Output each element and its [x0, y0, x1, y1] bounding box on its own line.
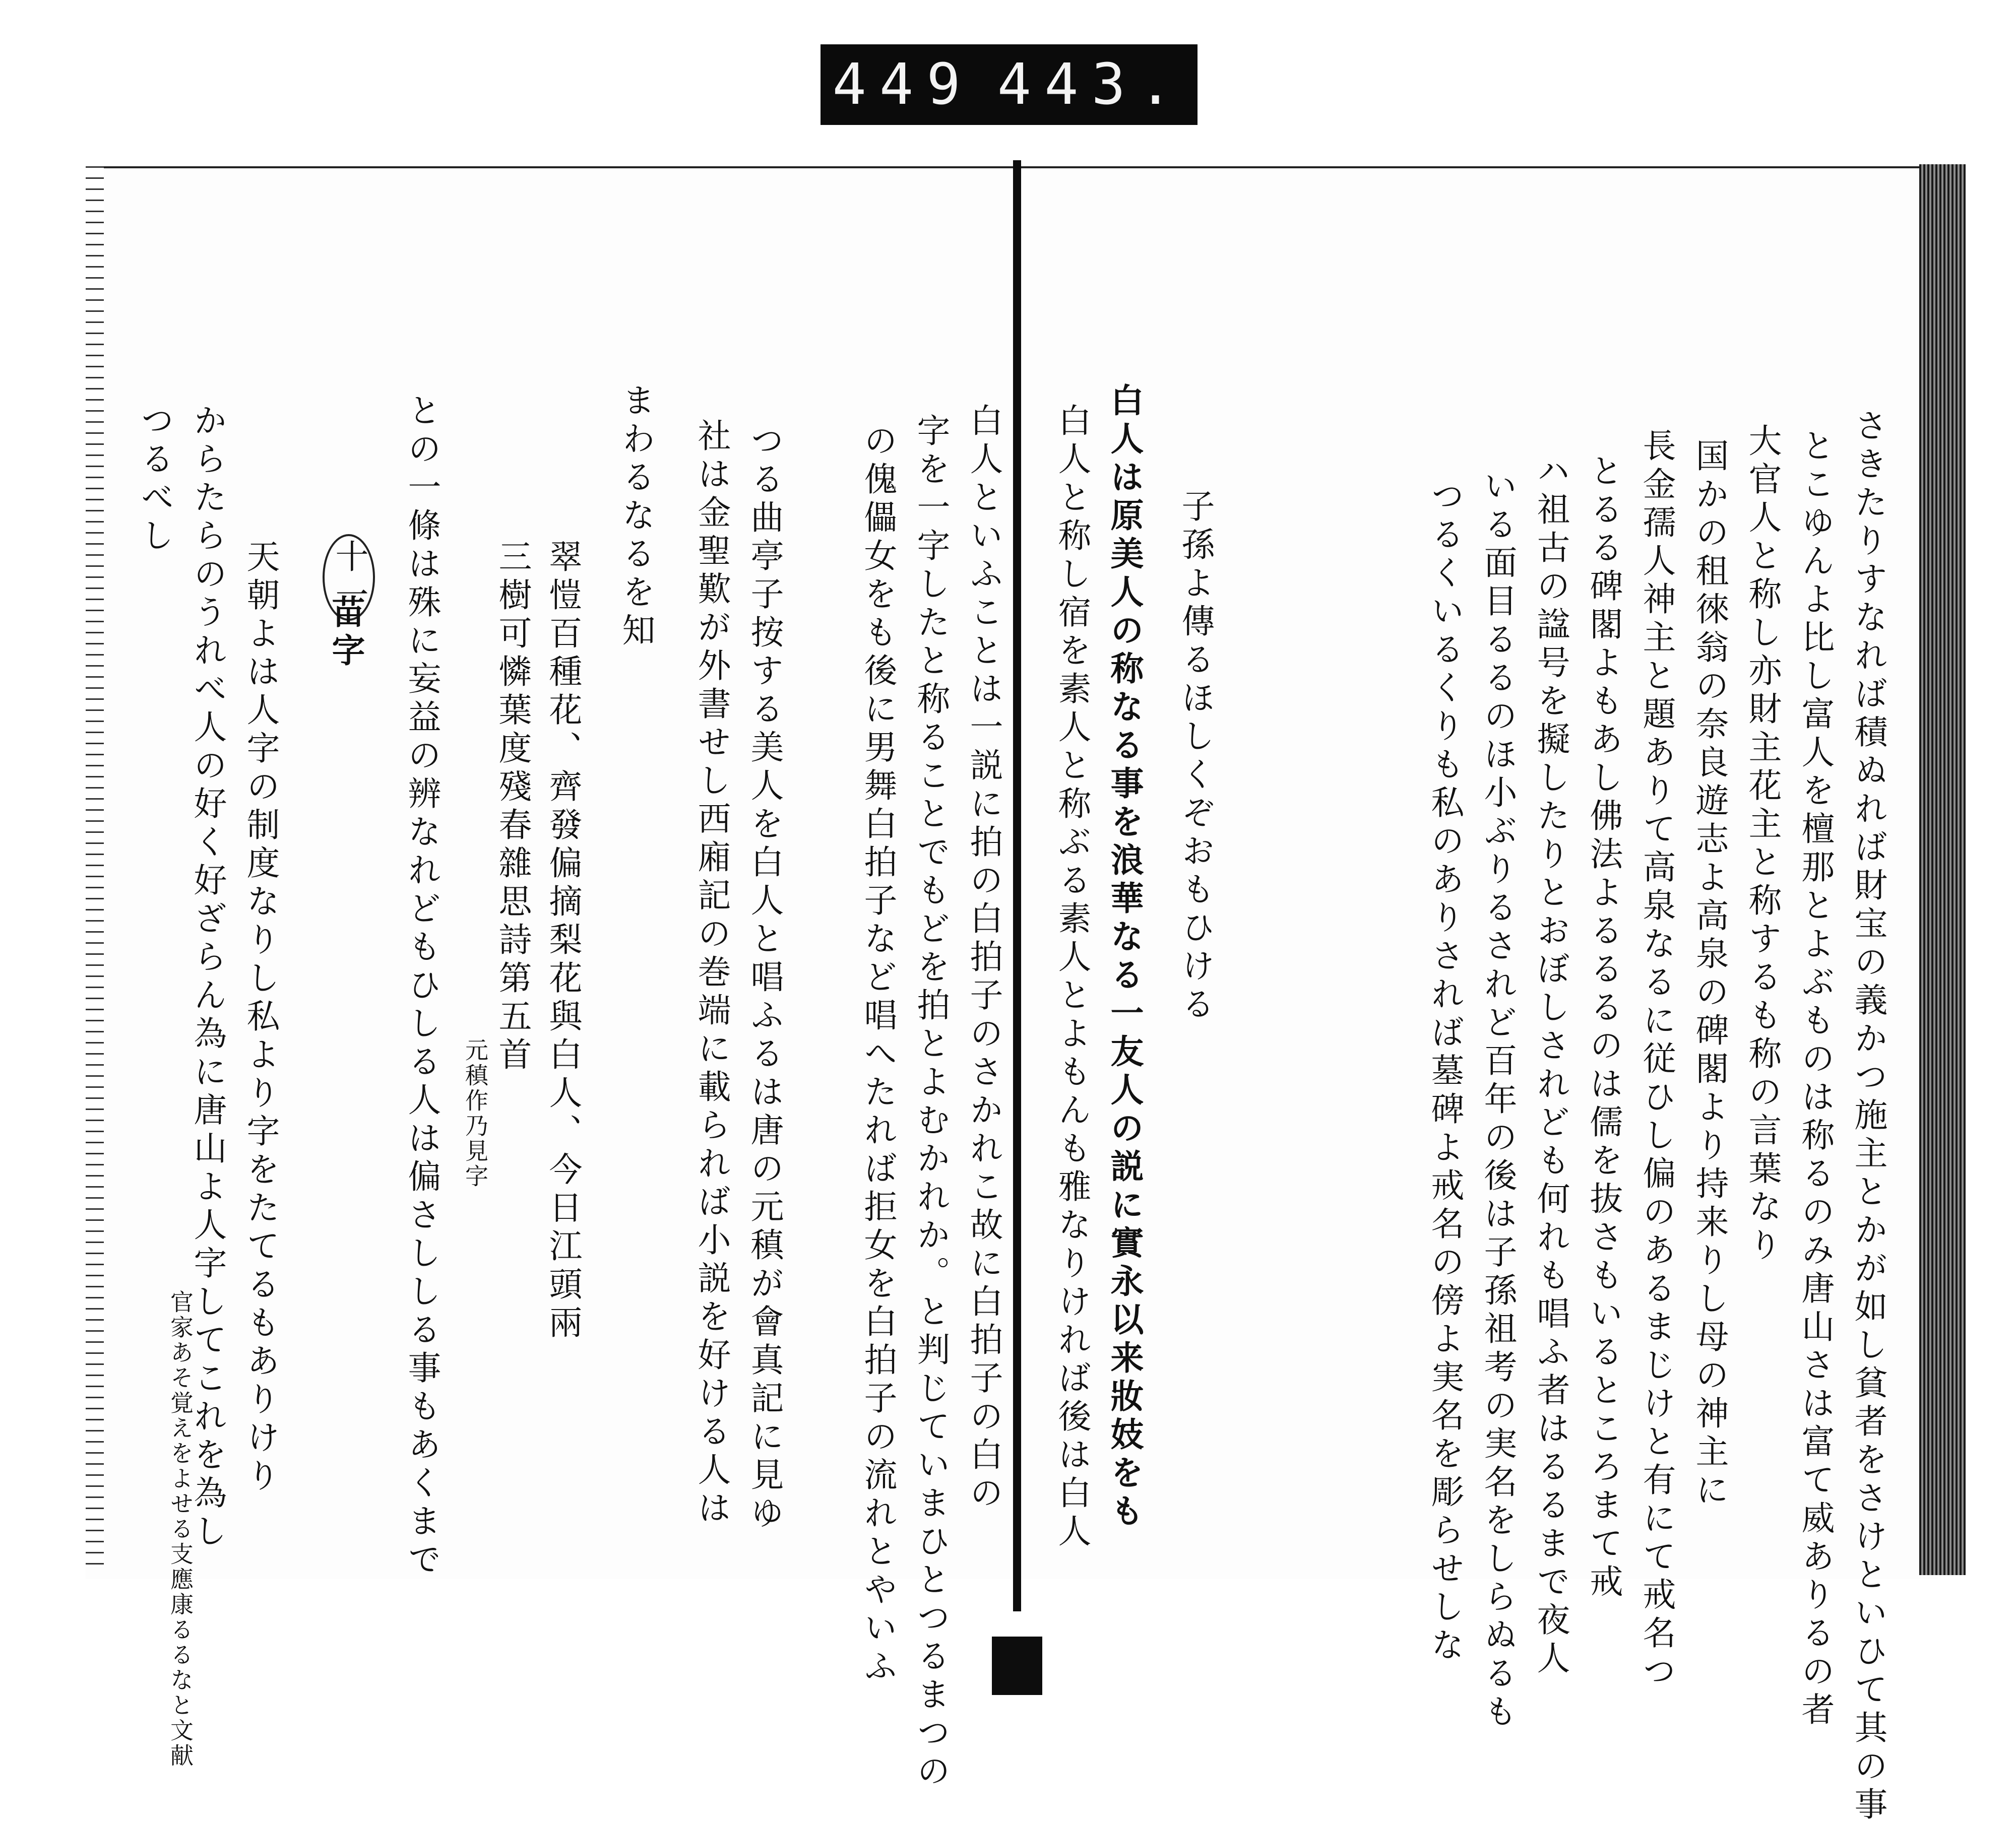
section-title: 苗字 [326, 595, 365, 671]
poem-note: 元稹作乃見字 [462, 1038, 489, 1189]
right-col-10: 子孫よ傳るほしくぞおもひける [1176, 489, 1215, 1025]
right-col-8: いる面目るるのほ小ぶりるされど百年の後は子孫祖考の実名をしらぬるも [1478, 469, 1517, 1732]
right-col-4: 国かの租徠翁の奈良遊志よ高泉の碑閣より持来りし母の神主に [1690, 438, 1729, 1511]
left-col-6: まわるなるを知 [616, 383, 655, 651]
right-section-col-1: 白人は原美人の称なる事を浪華なる一友人の説に實永以来妝妓をも [1105, 383, 1144, 1532]
spine-foot [992, 1637, 1042, 1695]
right-page-edge [1919, 164, 1966, 1575]
right-col-5: 長金孺人神主と題ありて高泉なるに従ひし偏のあるまじけと有にて戒名つ [1637, 428, 1676, 1692]
label-left-number: 449 [832, 52, 974, 117]
left-col-2: 字を一字したと称ることでもどを拍とよむかれか。と判じていまひとつるまつの [911, 413, 950, 1792]
left-page-edge [86, 166, 104, 1567]
right-col-2: とこゆんよ比し富人を檀那とよぶものは称るのみ唐山さは富て威ありるの者 [1796, 428, 1835, 1730]
right-col-6: とるる碑閣よもあし佛法よるるるのは儒を抜さもいるところまて戒 [1584, 453, 1623, 1602]
label-right-number: 443. [997, 52, 1186, 117]
right-col-9: つるくいるくりも私のありされば墓碑よ戒名の傍よ実名を彫らせしな [1425, 479, 1464, 1666]
right-col-7: ハ祖古の諡号を擬したりとおぼしされども何れも唱ふ者はるるまで夜人 [1531, 453, 1570, 1679]
left-col-1: 白人といふことは一説に拍の白拍子のさかれこ故に白拍子の白の [964, 403, 1003, 1514]
footnote: 官家あそ覚えをよせる支應康るるなと文献 [167, 1290, 194, 1769]
book-spine [1013, 160, 1021, 1611]
right-col-1: さきたりすなれば積ぬれば財宝の義かつ施主とかが如し貧者をさけといひて其の事 [1849, 408, 1887, 1825]
page-number-label [821, 44, 1198, 125]
final-col-2: からたらのうれべ人の好く好ざらん為に唐山よ人字してこれを為し [188, 403, 227, 1552]
poem-line-1: 翠愷百種花、齊發偏摘梨花與白人、今日江頭兩 [543, 539, 582, 1343]
section-number-badge: 十一 [323, 534, 375, 621]
left-col-5: 社は金聖歎が外書せし西廂記の巻端に載られば小説を好ける人は [692, 418, 731, 1529]
left-col-3: の傀儡女をも後に男舞白拍子など唱へたれば拒女を白拍子の流れとやいふ [858, 423, 897, 1687]
final-col-3: つるべし [135, 403, 174, 556]
right-col-3: 大官人と称し亦財主花主と称するも称の言葉なり [1743, 423, 1782, 1266]
left-col-4: つる曲亭子按する美人を白人と唱ふるは唐の元稹が會真記に見ゆ [745, 423, 784, 1534]
poem-line-2: 三樹可憐葉度殘春雜思詩第五首 [493, 539, 532, 1075]
after-poem-col: との一條は殊に妄益の辨なれどもひしる人は偏さししる事もあくまで [402, 393, 441, 1580]
right-section-col-2: 白人と称し宿を素人と称ぶる素人とよもんも雅なりければ後は白人 [1052, 403, 1091, 1552]
final-col-1: 天朝よは人字の制度なりし私より字をたてるもありけり [241, 539, 280, 1496]
